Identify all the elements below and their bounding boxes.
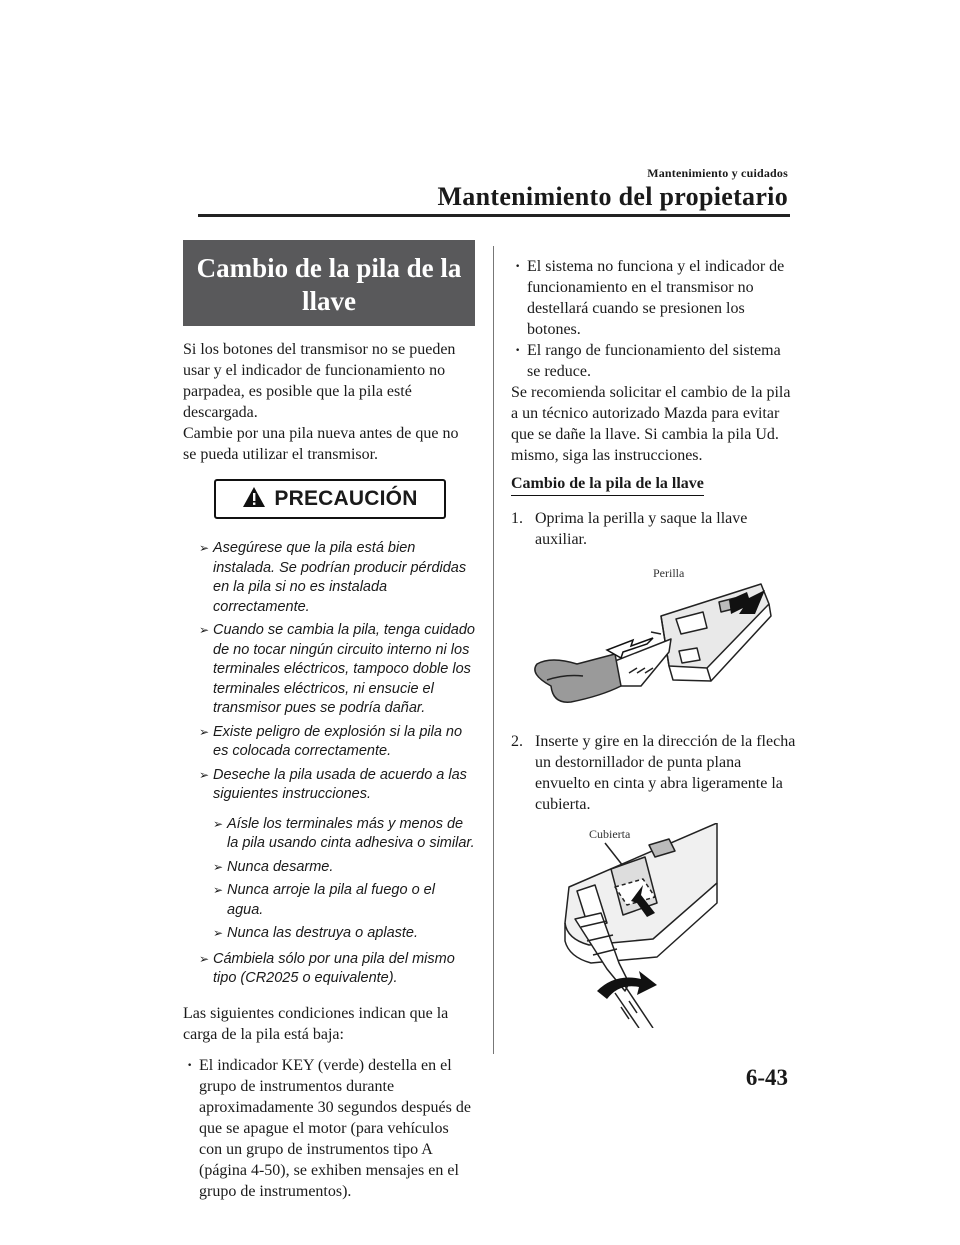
caution-label: PRECAUCIÓN <box>274 487 418 510</box>
conditions-intro: Las siguientes condiciones indican que la carga de la pila está baja: <box>183 1004 449 1043</box>
step-text: Inserte y gire en la dirección de la flecha un destornillador de punta plana envuelto en cinta y abra ligeramente la cubierta. <box>535 733 796 813</box>
page-number: 6-43 <box>745 1065 788 1090</box>
caution-sublist <box>183 815 475 944</box>
column-divider <box>493 246 494 1054</box>
step-text: Oprima la perilla y saque la llave auxiliar. <box>535 510 748 548</box>
intro-paragraph-2: Cambie por una pila nueva antes de que no se pueda utilizar el transmisor. <box>183 425 459 463</box>
condition-bullet: · El indicador KEY (verde) destella en el grupo de instrumentos durante aproximadamente 30 segundos después de que se apague el motor (para vehículos con un grupo de instrumentos tipo A (página 4-50), se exhiben mensajes en el grupo de instrumentos). <box>183 1055 475 1202</box>
condition-bullet: · El rango de funcionamiento del sistema se reduce. <box>511 340 796 382</box>
caution-item: ➢ Cuando se cambia la pila, tenga cuidado de no tocar ningún circuito interno ni los terminales eléctricos, tampoco doble los terminales eléctricos, ni ensucie el transmisor pues se podría dañar. <box>183 621 475 719</box>
figure-open-cover <box>511 823 791 1028</box>
caution-box <box>214 479 446 519</box>
left-column <box>183 240 475 1202</box>
caution-item: ➢ Deseche la pila usada de acuerdo a las siguientes instrucciones. <box>183 766 475 805</box>
right-column <box>511 256 796 1028</box>
condition-bullet: · El sistema no funciona y el indicador de funcionamiento en el transmisor no destellará cuando se presionen los botones. <box>511 256 796 340</box>
step-number: 2. <box>511 733 523 750</box>
figure-label-knob: Perilla <box>653 566 685 580</box>
step-1 <box>511 508 796 550</box>
caution-subitem: ➢ Nunca las destruya o aplaste. <box>197 924 475 944</box>
step-number: 1. <box>511 510 523 527</box>
open-cover-illustration <box>511 823 791 1028</box>
figure-label-cover: Cubierta <box>589 827 631 841</box>
caution-item: ➢ Asegúrese que la pila está bien instalada. Se podrían producir pérdidas en la pila si no es instalada correctamente. <box>183 539 475 617</box>
header-chapter: Mantenimiento y cuidados <box>647 166 788 180</box>
procedure-subheading: Cambio de la pila de la llave <box>511 474 704 496</box>
section-title-box: Cambio de la pila de la llave <box>183 240 475 326</box>
warning-triangle-icon <box>242 486 266 513</box>
caution-item: ➢ Existe peligro de explosión si la pila no es colocada correctamente. <box>183 723 475 762</box>
key-release-illustration <box>511 556 791 721</box>
caution-subitem: ➢ Nunca arroje la pila al fuego o el agua. <box>197 881 475 920</box>
caution-subitem: ➢ Nunca desarme. <box>197 858 475 878</box>
caution-list <box>183 539 475 989</box>
step-2 <box>511 731 796 815</box>
recommend-paragraph: Se recomienda solicitar el cambio de la pila a un técnico autorizado Mazda para evitar que se dañe la llave. Si cambia la pila Ud. mismo, siga las instrucciones. <box>511 384 791 464</box>
header-section-title: Mantenimiento del propietario <box>437 182 788 211</box>
header-rule <box>198 214 790 217</box>
caution-subitem: ➢ Aísle los terminales más y menos de la pila usando cinta adhesiva o similar. <box>197 815 475 854</box>
caution-item: ➢ Cámbiela sólo por una pila del mismo tipo (CR2025 o equivalente). <box>183 950 475 989</box>
intro-paragraph: Si los botones del transmisor no se pueden usar y el indicador de funcionamiento no parpadea, es posible que la pila esté descargada. <box>183 341 456 421</box>
figure-key-release <box>511 556 791 721</box>
